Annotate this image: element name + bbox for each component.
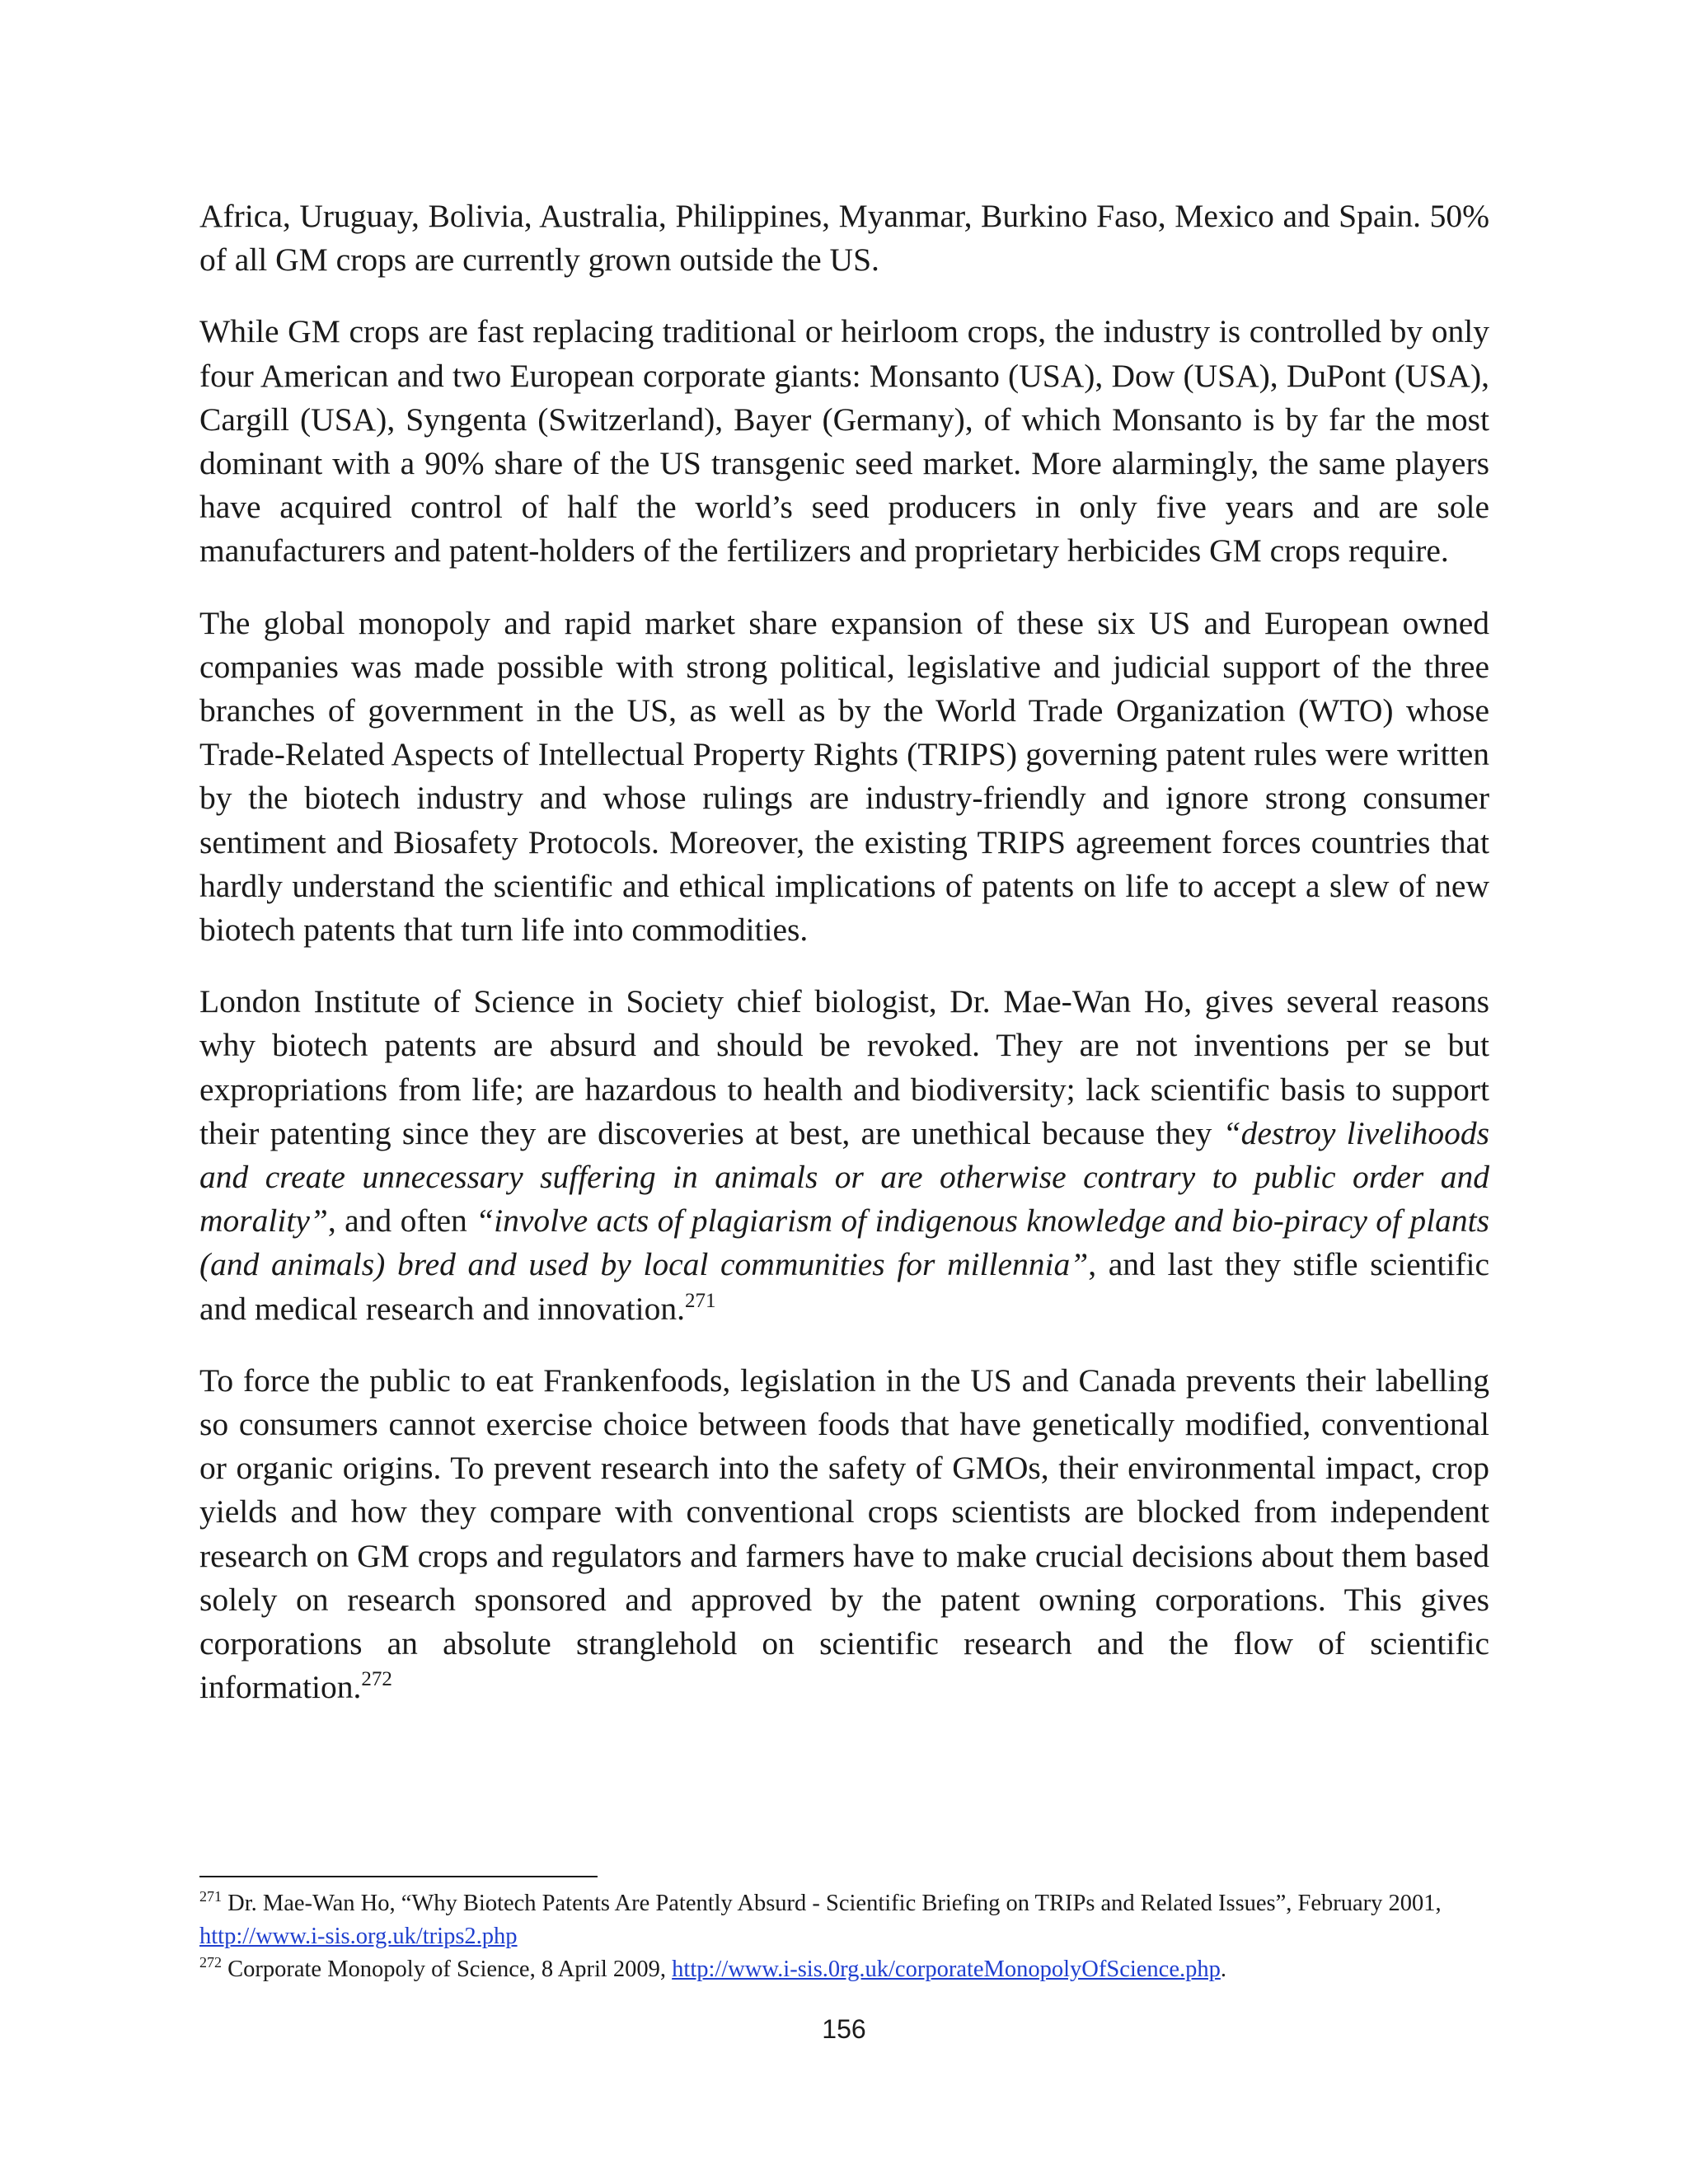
footnote-271	[199, 1887, 1489, 1953]
paragraph-4-text-a: London Institute of Science in Society chief biologist, Dr. Mae-Wan Ho, gives several reasons why biotech patents are absurd and should be revoked. They are not inventions per se but expropriations from life; are hazardous to health and biodiversity; lack scientific basis to support their patenting since they are discoveries at best, are unethical because they	[199, 983, 1489, 1151]
paragraph-4-text-b: , and often	[327, 1202, 476, 1240]
footnote-after: .	[1220, 1957, 1226, 1982]
body-text	[199, 194, 1489, 1738]
footnote-number: 271	[199, 1888, 222, 1905]
paragraph-4-text-c: , and last they stifle scientific and medical research and innovation.	[199, 1246, 1489, 1327]
paragraph-1: Africa, Uruguay, Bolivia, Australia, Philippines, Myanmar, Burkino Faso, Mexico and Spain. 50% of all GM crops are currently grown outside the US.	[199, 198, 1489, 279]
paragraph-3: The global monopoly and rapid market share expansion of these six US and European owned companies was made possible with strong political, legislative and judicial support of the three branches of government in the US, as well as by the World Trade Organization (WTO) whose Trade-Related Aspects of Intellectual Property Rights (TRIPS) governing patent rules were written by the biotech industry and whose rulings are industry-friendly and ignore strong consumer sentiment and Biosafety Protocols. Moreover, the existing TRIPS agreement forces countries that hardly understand the scientific and ethical implications of patents on life to accept a slew of new biotech patents that turn life into commodities.	[199, 604, 1489, 949]
footnote-text: Corporate Monopoly of Science, 8 April 2009,	[222, 1957, 673, 1982]
footnote-272	[199, 1953, 1489, 1986]
footnote-separator	[199, 1876, 598, 1877]
footnote-link[interactable]: http://www.i-sis.org.uk/trips2.php	[199, 1924, 518, 1949]
paragraph-4	[199, 980, 1489, 1331]
paragraph-5-text: To force the public to eat Frankenfoods, legislation in the US and Canada prevents their labelling so consumers cannot exercise choice between foods that have genetically modified, conventional or organic origins. To prevent research into the safety of GMOs, their environmental impact, crop yields and how they compare with conventional crops scientists are blocked from independent research on GM crops and regulators and farmers have to make crucial decisions about them based solely on research sponsored and approved by the patent owning corporations. This gives corporations an absolute stranglehold on scientific research and the flow of scientific information.	[199, 1361, 1489, 1706]
footnote-ref-271[interactable]: 271	[684, 1289, 716, 1312]
footnotes	[199, 1887, 1489, 1986]
quote-livelihoods: “destroy livelihoods and create unnecessary suffering in animals or are otherwise contrary to public order and morality”	[199, 1114, 1489, 1240]
footnote-link[interactable]: http://www.i-sis.0rg.uk/corporateMonopolyOfScience.php	[672, 1957, 1221, 1982]
footnote-ref-272[interactable]: 272	[361, 1668, 392, 1691]
footnote-number: 272	[199, 1954, 222, 1971]
quote-plagiarism: “involve acts of plagiarism of indigenous knowledge and bio-piracy of plants (and animals) bred and used by local communities for millennia”	[199, 1202, 1489, 1283]
footnote-text: Dr. Mae-Wan Ho, “Why Biotech Patents Are Patently Absurd - Scientific Briefing on TRIPs and Related Issues”, February 2001,	[222, 1891, 1442, 1916]
paragraph-2: While GM crops are fast replacing traditional or heirloom crops, the industry is controlled by only four American and two European corporate giants: Monsanto (USA), Dow (USA), DuPont (USA), Cargill (USA), Syngenta (Switzerland), Bayer (Germany), of which Monsanto is by far the most dominant with a 90% share of the US transgenic seed market. More alarmingly, the same players have acquired control of half the world’s seed producers in only five years and are sole manufacturers and patent-holders of the fertilizers and proprietary herbicides GM crops require.	[199, 313, 1489, 569]
page-number: 156	[822, 2014, 866, 2044]
paragraph-5	[199, 1359, 1489, 1710]
